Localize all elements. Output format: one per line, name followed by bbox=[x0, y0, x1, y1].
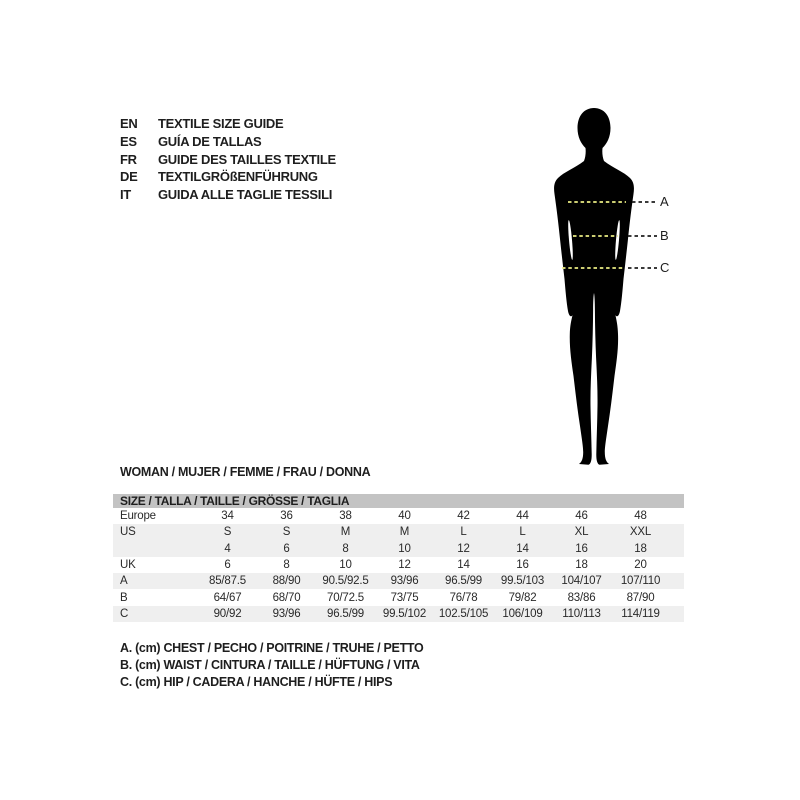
cell: 34 bbox=[221, 510, 234, 523]
cell: 44 bbox=[516, 510, 529, 523]
cell: 40 bbox=[398, 510, 411, 523]
cell: L bbox=[460, 526, 467, 539]
size-guide-figure bbox=[520, 90, 700, 490]
language-row bbox=[120, 186, 336, 204]
cell: 12 bbox=[398, 559, 411, 572]
marker-label-b: B bbox=[660, 228, 669, 243]
language-row bbox=[120, 168, 336, 186]
cell: 93/96 bbox=[272, 607, 301, 620]
cell: 102.5/105 bbox=[438, 607, 489, 620]
cell: XL bbox=[574, 526, 589, 539]
cell: 114/119 bbox=[621, 607, 660, 620]
table-row-chest bbox=[113, 573, 684, 589]
language-label: GUIDA ALLE TAGLIE TESSILI bbox=[158, 187, 333, 203]
cell: 110/113 bbox=[562, 607, 601, 620]
cell: 42 bbox=[457, 510, 470, 523]
language-code: IT bbox=[120, 187, 131, 203]
cell: 88/90 bbox=[272, 575, 301, 588]
cell: 8 bbox=[283, 559, 290, 572]
language-code: EN bbox=[120, 116, 138, 132]
language-label: TEXTILGRÖßENFÜHRUNG bbox=[158, 169, 318, 185]
cell: 79/82 bbox=[508, 591, 537, 604]
row-label: A bbox=[120, 575, 128, 588]
cell: S bbox=[282, 526, 291, 539]
cell: 48 bbox=[634, 510, 647, 523]
cell: 96.5/99 bbox=[445, 575, 482, 588]
cell: 18 bbox=[575, 559, 588, 572]
cell: 76/78 bbox=[449, 591, 478, 604]
row-label: UK bbox=[120, 559, 136, 572]
cell: 12 bbox=[457, 542, 470, 555]
cell: 93/96 bbox=[390, 575, 419, 588]
cell: 36 bbox=[280, 510, 293, 523]
cell: 83/86 bbox=[567, 591, 596, 604]
measurement-legend bbox=[120, 640, 423, 691]
language-row bbox=[120, 150, 336, 168]
cell: 16 bbox=[575, 542, 588, 555]
cell: 87/90 bbox=[626, 591, 655, 604]
language-list bbox=[120, 115, 336, 203]
language-label: GUÍA DE TALLAS bbox=[158, 134, 262, 150]
table-row-us-numeric bbox=[113, 541, 684, 557]
cell: 4 bbox=[224, 542, 231, 555]
table-row-uk bbox=[113, 557, 684, 573]
row-label: US bbox=[120, 526, 136, 539]
cell: 18 bbox=[634, 542, 647, 555]
cell: 38 bbox=[339, 510, 352, 523]
marker-label-c: C bbox=[660, 260, 670, 275]
row-label: Europe bbox=[120, 510, 156, 523]
cell: 8 bbox=[342, 542, 349, 555]
cell: 64/67 bbox=[213, 591, 242, 604]
cell: 46 bbox=[575, 510, 588, 523]
cell: 6 bbox=[283, 542, 290, 555]
table-row-europe bbox=[113, 508, 684, 524]
cell: 10 bbox=[339, 559, 352, 572]
size-table bbox=[113, 494, 684, 622]
cell: 104/107 bbox=[561, 575, 602, 588]
language-code: FR bbox=[120, 151, 137, 167]
section-title: WOMAN / MUJER / FEMME / FRAU / DONNA bbox=[120, 465, 371, 479]
cell: 107/110 bbox=[620, 575, 661, 588]
cell: S bbox=[223, 526, 232, 539]
table-row-us bbox=[113, 524, 684, 540]
cell: 90.5/92.5 bbox=[322, 575, 369, 588]
legend-row-chest: A. (cm) CHEST / PECHO / POITRINE / TRUHE / PETTO bbox=[120, 641, 424, 655]
table-header: SIZE / TALLA / TAILLE / GRÖSSE / TAGLIA bbox=[113, 494, 684, 508]
cell: L bbox=[519, 526, 526, 539]
cell: M bbox=[399, 526, 410, 539]
language-code: DE bbox=[120, 169, 138, 185]
table-row-waist bbox=[113, 589, 684, 605]
cell: 85/87.5 bbox=[209, 575, 246, 588]
cell: 99.5/103 bbox=[500, 575, 545, 588]
cell: 68/70 bbox=[272, 591, 301, 604]
cell: 96.5/99 bbox=[327, 607, 364, 620]
cell: 99.5/102 bbox=[382, 607, 427, 620]
language-label: GUIDE DES TAILLES TEXTILE bbox=[158, 151, 336, 167]
cell: 106/109 bbox=[502, 607, 543, 620]
row-label: C bbox=[120, 607, 129, 620]
language-row bbox=[120, 133, 336, 151]
cell: XXL bbox=[629, 526, 652, 539]
woman-silhouette-icon bbox=[520, 90, 700, 490]
language-row bbox=[120, 115, 336, 133]
cell: 14 bbox=[457, 559, 470, 572]
marker-label-a: A bbox=[660, 194, 669, 209]
legend-row-waist: B. (cm) WAIST / CINTURA / TAILLE / HÜFTUNG / VITA bbox=[120, 658, 420, 672]
cell: 73/75 bbox=[390, 591, 419, 604]
cell: 70/72.5 bbox=[327, 591, 364, 604]
cell: 16 bbox=[516, 559, 529, 572]
cell: 90/92 bbox=[213, 607, 242, 620]
table-row-hip bbox=[113, 606, 684, 622]
language-label: TEXTILE SIZE GUIDE bbox=[158, 116, 284, 132]
language-code: ES bbox=[120, 134, 137, 150]
cell: 14 bbox=[516, 542, 529, 555]
cell: 6 bbox=[224, 559, 231, 572]
cell: 10 bbox=[398, 542, 411, 555]
row-label: B bbox=[120, 591, 128, 604]
cell: 20 bbox=[634, 559, 647, 572]
legend-row-hip: C. (cm) HIP / CADERA / HANCHE / HÜFTE / HIPS bbox=[120, 675, 393, 689]
cell: M bbox=[340, 526, 351, 539]
